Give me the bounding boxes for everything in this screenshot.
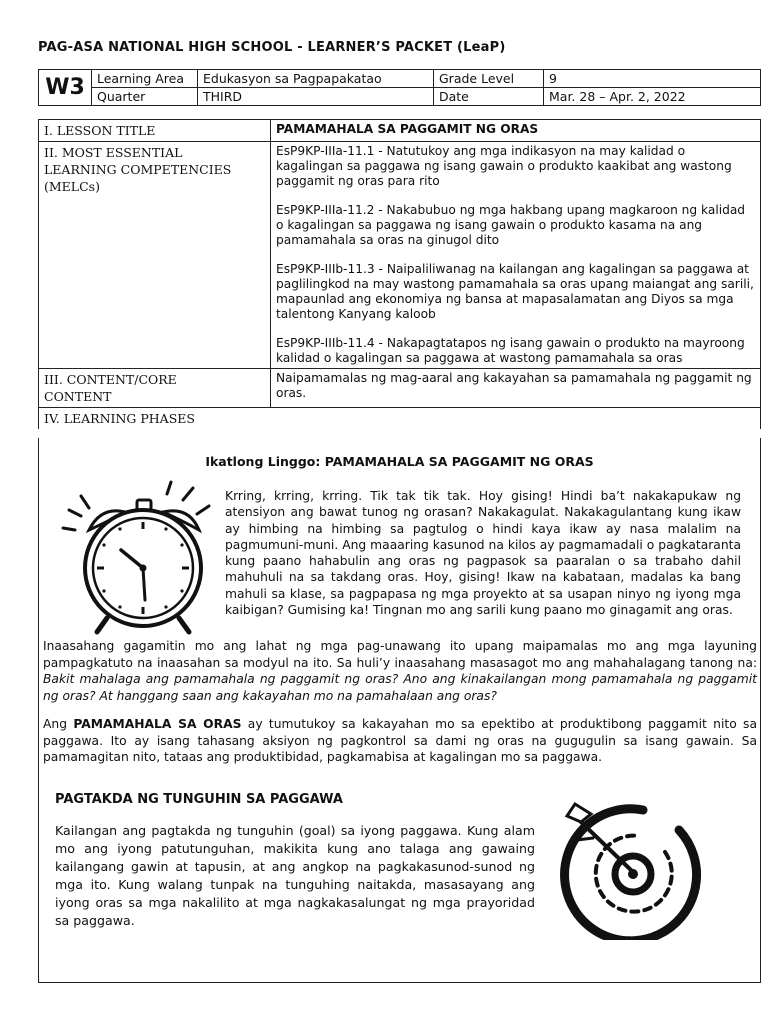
alarm-clock-icon xyxy=(53,478,233,638)
melc-item: EsP9KP-IIIa-11.1 - Natutukoy ang mga indikasyon na may kalidad o kagalingan sa paggawa ng isang gawain o produkto kaakibat ang wastong paggamit ng oras para rito xyxy=(276,144,732,188)
content-value: Naipamamalas ng mag-aaral ang kakayahan sa pamamahala ng paggamit ng oras. xyxy=(271,369,761,408)
objectives-paragraph xyxy=(43,638,757,704)
melc-label-line: LEARNING COMPETENCIES xyxy=(44,162,232,177)
date-value: Mar. 28 – Apr. 2, 2022 xyxy=(544,88,761,106)
content-label-line: CONTENT xyxy=(44,389,112,404)
learning-area-label: Learning Area xyxy=(92,70,198,88)
melc-item: EsP9KP-IIIb-11.4 - Nakapagtatapos ng isang gawain o produkto na mayroong kalidad o kagalingan sa paggawa at wastong pamamahala sa oras xyxy=(276,336,745,365)
grade-level-value: 9 xyxy=(544,70,761,88)
page-title: PAG-ASA NATIONAL HIGH SCHOOL - LEARNER’S PACKET (LeaP) xyxy=(38,40,506,55)
content-label xyxy=(39,369,271,408)
melc-label xyxy=(39,142,271,369)
definition-term: PAMAMAHALA SA ORAS xyxy=(73,717,242,731)
date-label: Date xyxy=(434,88,544,106)
melc-list xyxy=(271,142,761,369)
info-table xyxy=(38,69,761,106)
definition-paragraph xyxy=(43,716,757,766)
essential-questions: Bakit mahalaga ang pamamahala ng paggamit ng oras? Ano ang kinakailangan mong pamamahala ng paggamit ng oras? At hanggang saan ang kakayahan mo na pamahalaan ang oras? xyxy=(43,672,757,703)
lesson-title-label: I. LESSON TITLE xyxy=(39,120,271,142)
melc-item: EsP9KP-IIIa-11.2 - Nakabubuo ng mga hakbang upang magkaroon ng kalidad o kagalingan sa paggawa ng isang gawain o produkto kasama na ang pamamahala sa oras na ginugol dito xyxy=(276,203,746,247)
goal-paragraph: Kailangan ang pagtakda ng tunguhin (goal) sa iyong paggawa. Kung alam mo ang iyong patutunguhan, makikita kung ano talaga ang gawaing kailangang gawin at tapusin, at ang angkop na pagkakasunod-sunod ng mga ito. Kung walang tunpak na tunguhing naitakda, masasayang ang iyong oras sa mga nakalilito at mga nagkakasalungat ng mga prayoridad sa paggawa. xyxy=(55,823,535,928)
learning-phases-section xyxy=(38,438,761,983)
content-label-line: III. CONTENT/CORE xyxy=(44,372,177,387)
week-title: Ikatlong Linggo: PAMAMAHALA SA PAGGAMIT NG ORAS xyxy=(205,454,594,469)
learning-phases-label: IV. LEARNING PHASES xyxy=(39,408,761,430)
lesson-title-value: PAMAMAHALA SA PAGGAMIT NG ORAS xyxy=(271,120,761,142)
grade-level-label: Grade Level xyxy=(434,70,544,88)
intro-paragraph: Krring, krring, krring. Tik tak tik tak. Hoy gising! Hindi ba’t nakakapukaw ng atensiyon ang bawat tunog ng orasan? Nakakagulat. Nakakagulantang kung ikaw ay himbing na himbing sa pagtulog o hindi kaya ikaw ay nasa malalim na pagmumuni-muni. Ang maaaring kasunod na kilos ay pagmamadali o pagkataranta kung paano hahabulin ang oras ng pagpasok sa paaralan o sa trabaho dahil mahuhuli na sa takdang oras. Hoy, gising! Ikaw na kabataan, madalas ka bang mahuli sa klase, sa pagpapasa ng mga proyekto at sa usapan ninyo ng iyong mga kaibigan? Gumising ka! Tingnan mo ang sarili kung paano mo ginagamit ang oras. xyxy=(225,489,741,618)
week-badge: W3 xyxy=(39,70,92,106)
quarter-label: Quarter xyxy=(92,88,198,106)
lesson-table xyxy=(38,119,761,429)
melc-item: EsP9KP-IIIb-11.3 - Naipaliliwanag na kailangan ang kagalingan sa paggawa at paglilingkod na may wastong pamamahala sa oras upang maiangat ang sarili, mapaunlad ang ekonomiya ng bansa at mapasalamatan ang Diyos sa mga talentong Kanyang kaloob xyxy=(276,262,754,321)
definition-text: ay tumutukoy sa kakayahan mo sa epektibo at produktibong paggamit nito sa paggawa. Ito ay isang tahasang aksiyon ng pagkontrol sa dami ng oras na gugugulin sa isang gawain. Sa pamamagitan nito, tataas ang produktibidad, pagkamabisa at kagalingan mo sa paggawa. xyxy=(43,717,757,764)
section-heading: PAGTAKDA NG TUNGUHIN SA PAGGAWA xyxy=(55,792,343,807)
target-arrow-icon xyxy=(547,792,719,940)
learning-area-value: Edukasyon sa Pagpapakatao xyxy=(198,70,434,88)
definition-lead: Ang xyxy=(43,717,74,731)
objectives-text: Inaasahang gagamitin mo ang lahat ng mga pag-unawang ito upang maipamalas mo ang mga layuning pampagkatuto na inaasahan sa modyul na ito. Sa huli’y inaasahang masasagot mo ang mahahalagang tanong na: xyxy=(43,639,757,670)
melc-label-line: II. MOST ESSENTIAL xyxy=(44,145,183,160)
quarter-value: THIRD xyxy=(198,88,434,106)
melc-label-line: (MELCs) xyxy=(44,179,100,194)
